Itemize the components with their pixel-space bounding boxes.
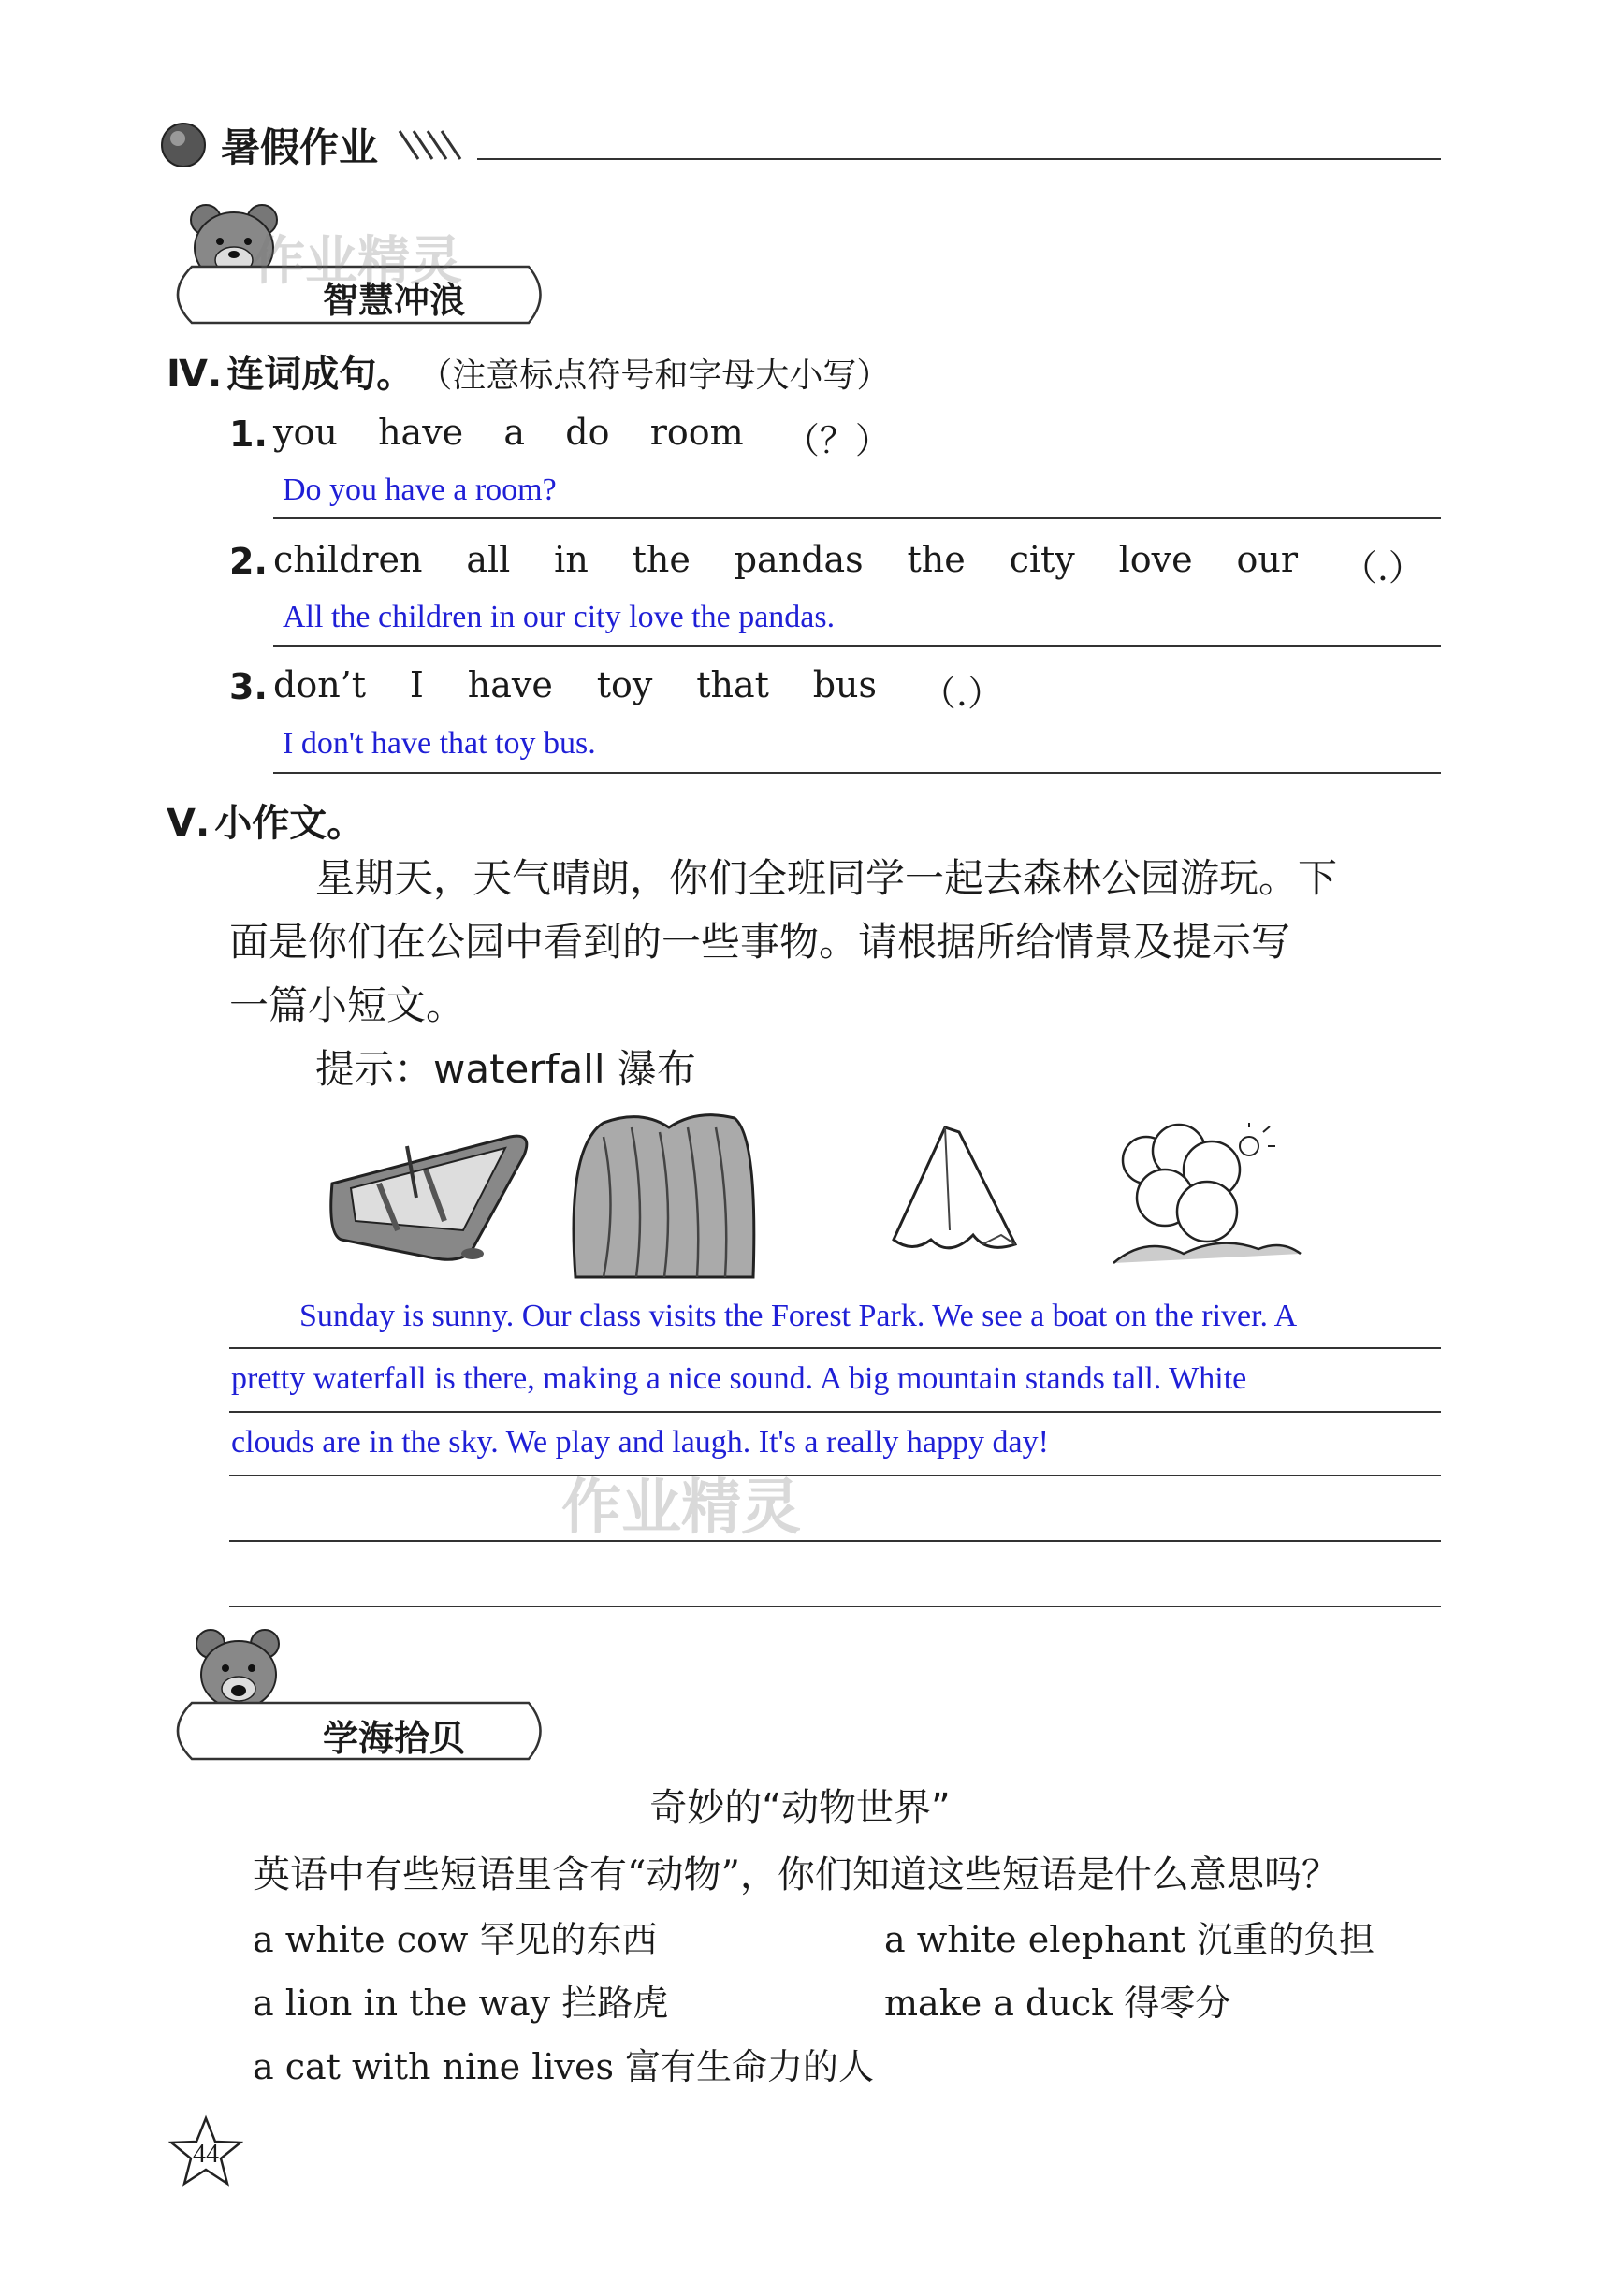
- question-words: [273, 539, 1424, 590]
- word: that: [696, 664, 769, 705]
- page-header: [159, 117, 1441, 173]
- section-title: 小作文。: [214, 802, 365, 845]
- word: （.）: [1341, 547, 1424, 589]
- writing-line: [229, 1475, 1441, 1476]
- section-note: （注意标点符号和字母大小写）: [418, 356, 891, 395]
- section-title: 连词成句。: [226, 353, 415, 396]
- prompt-line: 星期天，天气晴朗，你们全班同学一起去森林公园游玩。下: [315, 855, 1338, 901]
- word: room: [649, 412, 744, 453]
- writing-line: [229, 1411, 1441, 1413]
- header-rule: [477, 158, 1441, 160]
- idiom-item: a white elephant 沉重的负担: [884, 1919, 1375, 1960]
- essay-answer-line: clouds are in the sky. We play and laugh. It's a really happy day!: [231, 1425, 1049, 1460]
- word: all: [466, 539, 511, 580]
- page-number-badge: [168, 2114, 243, 2189]
- answer-line: [273, 517, 1441, 519]
- idiom-item: a lion in the way 拦路虎: [253, 1983, 669, 2024]
- word: （？）: [783, 420, 891, 461]
- word: have: [378, 412, 464, 453]
- essay-answer-line: pretty waterfall is there, making a nice sound. A big mountain stands tall. White: [231, 1361, 1247, 1396]
- mountain-picture: [875, 1118, 1034, 1268]
- word: bus: [812, 664, 878, 705]
- circle-bullet-icon: [159, 121, 208, 169]
- word: our: [1236, 539, 1298, 580]
- banner-label: 智慧冲浪: [323, 280, 466, 321]
- idiom-item: make a duck 得零分: [884, 1983, 1231, 2024]
- section-5-heading: [167, 793, 364, 847]
- word: children: [273, 539, 423, 580]
- writing-line: [229, 1540, 1441, 1542]
- word: love: [1118, 539, 1193, 580]
- word: the: [907, 539, 966, 580]
- banner-label: 学海拾贝: [323, 1718, 466, 1759]
- question-words: [273, 664, 1003, 716]
- reading-title: 奇妙的“动物世界”: [649, 1786, 951, 1829]
- question-number: 1.: [229, 414, 268, 455]
- word: the: [632, 539, 691, 580]
- section-4-heading: [167, 344, 890, 398]
- answer-text: Do you have a room?: [283, 472, 557, 507]
- word: don’t: [273, 664, 367, 705]
- essay-prompt: [229, 847, 1446, 1101]
- answer-line: [273, 645, 1441, 647]
- waterfall-picture: [566, 1109, 763, 1286]
- question-words: [273, 412, 891, 463]
- word: （.）: [920, 673, 1003, 714]
- word: I: [409, 664, 424, 705]
- banner-learning-shells: [164, 1623, 557, 1764]
- question-number: 2.: [229, 541, 268, 582]
- slash-decoration-icon: [395, 126, 470, 164]
- word: in: [554, 539, 589, 580]
- idiom-item: a white cow 罕见的东西: [253, 1919, 658, 1960]
- section-number: Ⅴ.: [167, 802, 211, 845]
- answer-text: All the children in our city love the pandas.: [283, 600, 836, 634]
- word: do: [565, 412, 610, 453]
- idiom-item: a cat with nine lives 富有生命力的人: [253, 2046, 875, 2087]
- watermark-top: 作业精灵: [253, 231, 462, 292]
- word: a: [503, 412, 526, 453]
- prompt-line: 一篇小短文。: [229, 982, 466, 1028]
- watermark-middle: 作业精灵: [561, 1474, 801, 1543]
- essay-answer-line: Sunday is sunny. Our class visits the Forest Park. We see a boat on the river. A: [299, 1299, 1298, 1333]
- word: toy: [596, 664, 653, 705]
- header-title: 暑假作业: [221, 124, 379, 170]
- answer-text: I don't have that toy bus.: [283, 726, 596, 761]
- prompt-hint: 提示：waterfall 瀑布: [315, 1046, 696, 1092]
- word: you: [273, 412, 338, 453]
- question-number: 3.: [229, 666, 268, 707]
- writing-line: [229, 1606, 1441, 1607]
- answer-line: [273, 772, 1441, 774]
- section-number: Ⅳ.: [167, 353, 223, 396]
- prompt-line: 面是你们在公园中看到的一些事物。请根据所给情景及提示写: [229, 919, 1291, 965]
- word: have: [467, 664, 553, 705]
- clouds-picture: [1109, 1123, 1305, 1272]
- boat-picture: [323, 1127, 538, 1268]
- page-number: 44: [193, 2140, 219, 2169]
- writing-line: [229, 1347, 1441, 1349]
- word: pandas: [734, 539, 864, 580]
- word: city: [1009, 539, 1075, 580]
- reading-intro: 英语中有些短语里含有“动物”，你们知道这些短语是什么意思吗？: [253, 1853, 1339, 1896]
